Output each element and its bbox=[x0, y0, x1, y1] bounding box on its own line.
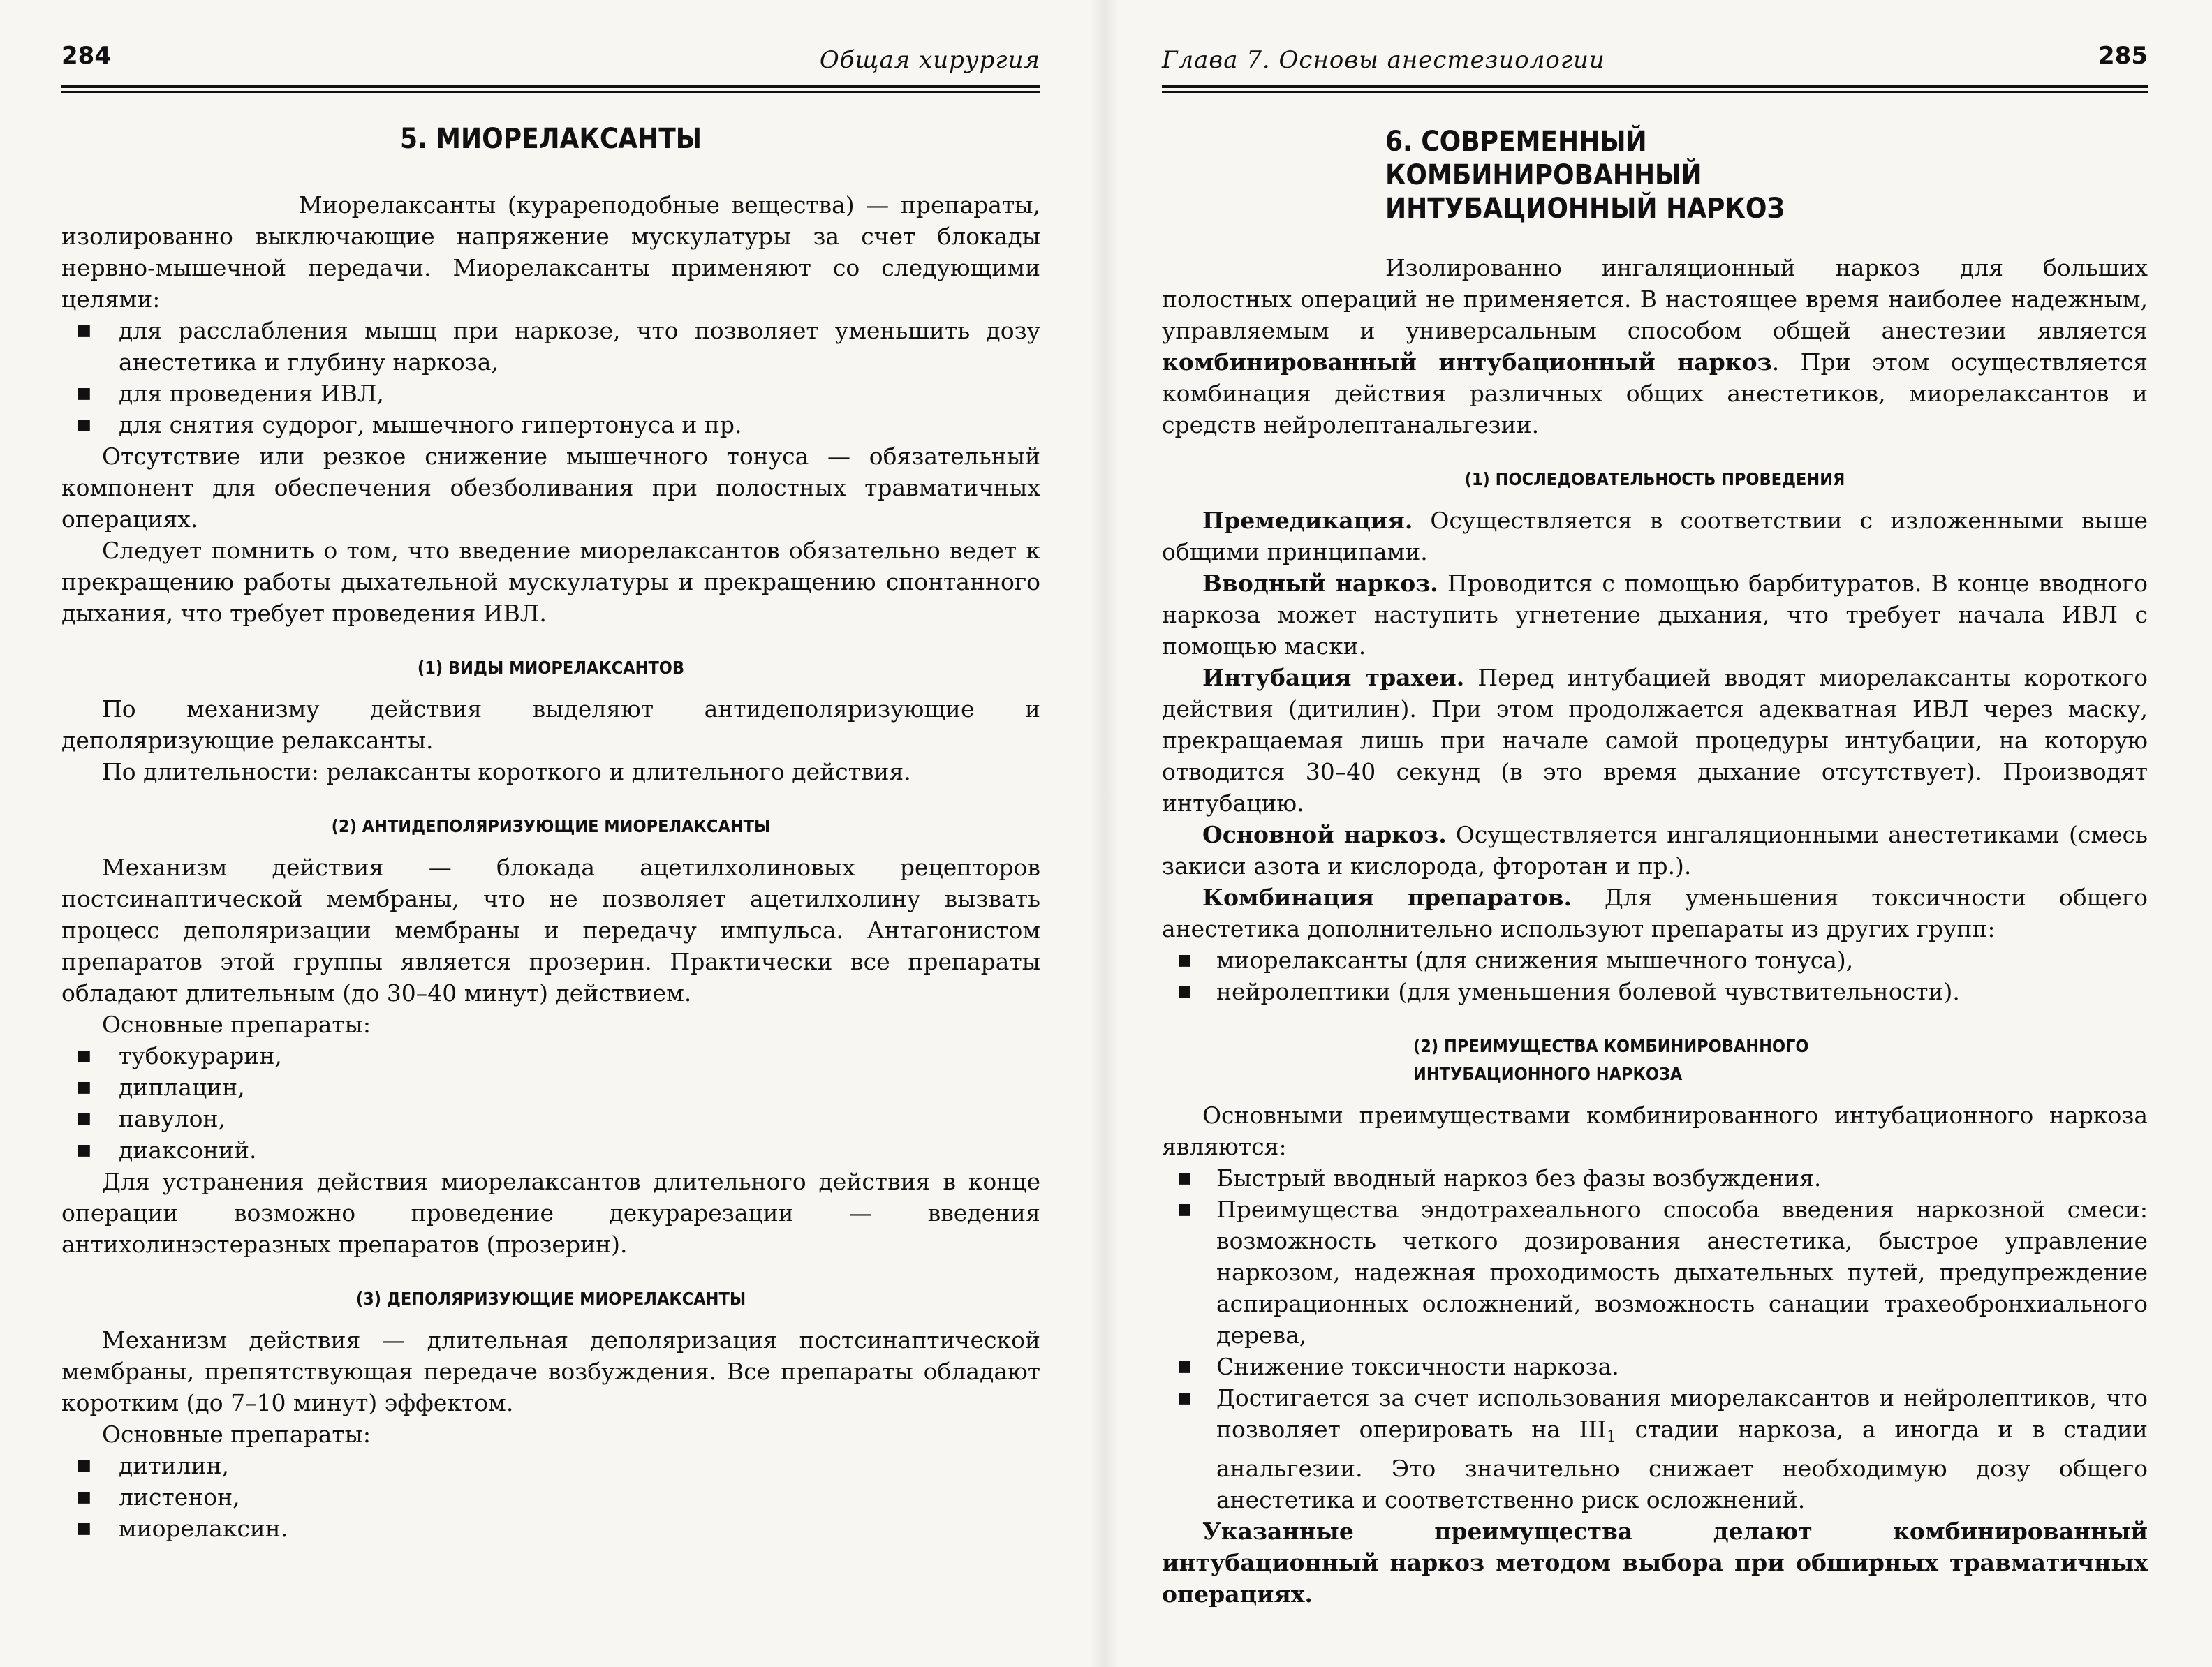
page-number: 285 bbox=[2098, 42, 2148, 70]
paragraph: По механизму действия выделяют антидеполяризующие и деполяризующие релаксанты. bbox=[61, 695, 1040, 754]
drugs-list bbox=[61, 1040, 1040, 1166]
section-heading: (3) ДЕПОЛЯРИЗУЮЩИЕ МИОРЕЛАКСАНТЫ bbox=[355, 1289, 746, 1309]
chapter-title-line: ИНТУБАЦИОННЫЙ НАРКОЗ bbox=[1385, 193, 1785, 225]
chapter-title-line: КОМБИНИРОВАННЫЙ bbox=[1385, 159, 1702, 191]
list-item-text: Снижение токсичности наркоза. bbox=[1216, 1353, 1619, 1380]
section-heading bbox=[1413, 1032, 2148, 1088]
paragraph: По длительности: релаксанты короткого и длительного действия. bbox=[102, 758, 911, 785]
paragraph: Основные препараты: bbox=[102, 1421, 371, 1448]
bullet-icon: ■ bbox=[1177, 983, 1192, 1000]
list-item-text: для проведения ИВЛ, bbox=[119, 380, 384, 407]
list-item-text: дитилин, bbox=[119, 1452, 230, 1479]
header-rule bbox=[1162, 85, 2148, 88]
list-item-text: листенон, bbox=[119, 1483, 240, 1511]
list-item bbox=[61, 315, 1040, 378]
list-item-text: тубокурарин, bbox=[119, 1042, 282, 1069]
list-item bbox=[61, 1450, 1040, 1481]
bullet-icon: ■ bbox=[77, 322, 91, 339]
list-item bbox=[1162, 944, 2148, 976]
bullet-icon: ■ bbox=[77, 1457, 91, 1474]
list-item-text: нейролептики (для уменьшения болевой чувствительности). bbox=[1216, 978, 1960, 1005]
bullet-icon: ■ bbox=[1177, 1358, 1192, 1375]
section-heading-line: ИНТУБАЦИОННОГО НАРКОЗА bbox=[1413, 1064, 1683, 1084]
bullet-icon: ■ bbox=[77, 1047, 91, 1065]
section-heading: (1) ПОСЛЕДОВАТЕЛЬНОСТЬ ПРОВЕДЕНИЯ bbox=[1464, 469, 1845, 489]
step-term: Интубация трахеи. bbox=[1202, 664, 1465, 691]
paragraph: Основными преимуществами комбинированного интубационного наркоза являются: bbox=[1162, 1102, 2148, 1160]
chapter-title bbox=[1385, 125, 2148, 225]
section-heading: (2) АНТИДЕПОЛЯРИЗУЮЩИЕ МИОРЕЛАКСАНТЫ bbox=[331, 816, 771, 836]
bullet-icon: ■ bbox=[77, 1520, 91, 1537]
bullet-icon: ■ bbox=[1177, 1169, 1192, 1187]
step-text: Осуществляется в соответствии с изложенными выше общими принципами. bbox=[1162, 507, 2148, 565]
running-head: Общая хирургия bbox=[819, 46, 1040, 74]
header-rule-thin bbox=[1162, 91, 2148, 93]
step-text: Перед интубацией вводят миорелаксанты короткого действия (дитилин). При этом продолжается адекватная ИВЛ через маску, прекращаемая лишь при начале самой процедуры интубации, на которую отводится 30–40 секунд (в это время дыхание отсутствует). Производят интубацию. bbox=[1162, 664, 2148, 817]
list-item bbox=[1162, 1382, 2148, 1516]
bullet-icon: ■ bbox=[1177, 951, 1192, 969]
step-paragraph bbox=[1162, 662, 2148, 819]
list-item-text: для расслабления мышц при наркозе, что позволяет уменьшить дозу анестетика и глубину наркоза, bbox=[119, 317, 1040, 376]
bullet-icon: ■ bbox=[1177, 1201, 1192, 1218]
list-item-text: миорелаксанты (для снижения мышечного тонуса), bbox=[1216, 947, 1854, 974]
list-item-text: стадии наркоза, а иногда и в стадии анальгезии. Это значительно снижает необходимую дозу общего анестетика и соответственно риск осложнений. bbox=[1216, 1416, 2148, 1513]
bullet-icon: ■ bbox=[77, 1110, 91, 1127]
intro-bold-term: комбинированный интубационный наркоз bbox=[1162, 348, 1772, 376]
goals-list bbox=[61, 315, 1040, 440]
drugs-list bbox=[61, 1450, 1040, 1544]
paragraph: Основные препараты: bbox=[102, 1011, 371, 1038]
header-rule bbox=[61, 85, 1040, 88]
bullet-icon: ■ bbox=[77, 416, 91, 434]
subscript: 1 bbox=[1606, 1428, 1616, 1446]
list-item bbox=[61, 1072, 1040, 1103]
list-item-text: Быстрый вводный наркоз без фазы возбуждения. bbox=[1216, 1164, 1822, 1192]
list-item bbox=[61, 1103, 1040, 1134]
section-heading-line: (2) ПРЕИМУЩЕСТВА КОМБИНИРОВАННОГО bbox=[1413, 1036, 1809, 1056]
list-item bbox=[61, 378, 1040, 409]
paragraph: Механизм действия — длительная деполяризация постсинаптической мембраны, препятствующая передаче возбуждения. Все препараты обладают коротким (до 7–10 минут) эффектом. bbox=[61, 1326, 1040, 1416]
list-item bbox=[1162, 1162, 2148, 1194]
list-item bbox=[1162, 1194, 2148, 1351]
step-paragraph bbox=[1162, 819, 2148, 882]
step-term: Вводный наркоз. bbox=[1202, 570, 1438, 597]
step-text: Проводится с помощью барбитуратов. В конце вводного наркоза может наступить угнетение дыхания, что требует начала ИВЛ с помощью маски. bbox=[1162, 570, 2148, 660]
conclusion-paragraph: Указанные преимущества делают комбинированный интубационный наркоз методом выбора при обширных травматичных операциях. bbox=[1162, 1518, 2148, 1608]
advantages-list bbox=[1162, 1162, 2148, 1516]
intro-text: . При этом осуществляется комбинация действия различных общих анестетиков, миорелаксантов и средств нейролептанальгезии. bbox=[1162, 348, 2148, 438]
left-page bbox=[61, 42, 1040, 1544]
list-item bbox=[1162, 976, 2148, 1007]
paragraph: Следует помнить о том, что введение миорелаксантов обязательно ведет к прекращению работы дыхательной мускулатуры и прекращению спонтанного дыхания, что требует проведения ИВЛ. bbox=[61, 537, 1040, 627]
section-heading: (1) ВИДЫ МИОРЕЛАКСАНТОВ bbox=[417, 658, 685, 678]
step-text: Осуществляется ингаляционными анестетиками (смесь закиси азота и кислорода, фторотан и пр.). bbox=[1162, 821, 2148, 880]
intro-paragraph: Миорелаксанты (курареподобные вещества) — препараты, изолированно выключающие напряжение мускулатуры за счет блокады нервно-мышечной передачи. Миорелаксанты применяют со следующими целями: bbox=[61, 191, 1040, 313]
paragraph: Для устранения действия миорелаксантов длительного действия в конце операции возможно проведение декурарезации — введения антихолинэстеразных препаратов (прозерин). bbox=[61, 1168, 1040, 1258]
list-item-text: миорелаксин. bbox=[119, 1515, 288, 1542]
bullet-icon: ■ bbox=[77, 1141, 91, 1159]
paragraph: Отсутствие или резкое снижение мышечного тонуса — обязательный компонент для обеспечения обезболивания при полостных травматичных операциях. bbox=[61, 443, 1040, 533]
list-item bbox=[1162, 1351, 2148, 1382]
bullet-icon: ■ bbox=[77, 1488, 91, 1506]
running-head: Глава 7. Основы анестезиологии bbox=[1162, 46, 1605, 74]
list-item-text: диплацин, bbox=[119, 1074, 245, 1101]
list-item bbox=[61, 1040, 1040, 1072]
page-number: 284 bbox=[61, 42, 111, 70]
bullet-icon: ■ bbox=[77, 1079, 91, 1096]
paragraph: Механизм действия — блокада ацетилхолиновых рецепторов постсинаптической мембраны, что не позволяет ацетилхолину вызвать процесс деполяризации мембраны и передачу импульса. Антагонистом препаратов этой группы является прозерин. Практически все препараты обладают длительным (до 30–40 минут) действием. bbox=[61, 854, 1040, 1007]
list-item bbox=[61, 1134, 1040, 1166]
header-rule-thin bbox=[61, 91, 1040, 93]
chapter-title: 5. МИОРЕЛАКСАНТЫ bbox=[399, 123, 702, 155]
list-item bbox=[61, 1481, 1040, 1513]
list-item-text: диаксоний. bbox=[119, 1136, 257, 1164]
step-paragraph bbox=[1162, 568, 2148, 662]
step-text: Для уменьшения токсичности общего анестетика дополнительно используют препараты из других групп: bbox=[1162, 884, 2148, 942]
bullet-icon: ■ bbox=[1177, 1389, 1192, 1407]
step-term: Премедикация. bbox=[1202, 507, 1413, 534]
chapter-title-line: 6. СОВРЕМЕННЫЙ bbox=[1385, 126, 1647, 158]
right-page bbox=[1162, 42, 2148, 1610]
list-item-text: Достигается за счет использования миорелаксантов и нейролептиков, что позволяет оперировать на III bbox=[1216, 1384, 2148, 1443]
page-gutter bbox=[1089, 0, 1120, 1667]
right-header bbox=[1162, 42, 2148, 85]
step-term: Комбинация препаратов. bbox=[1202, 884, 1572, 911]
list-item bbox=[61, 1513, 1040, 1544]
list-item bbox=[61, 409, 1040, 440]
intro-paragraph bbox=[1162, 252, 2148, 440]
combo-list bbox=[1162, 944, 2148, 1007]
list-item-text: Преимущества эндотрахеального способа введения наркозной смеси: возможность четкого дозирования анестетика, быстрое управление наркозом, надежная проходимость дыхательных путей, предупреждение аспирационных осложнений, возможность санации трахеобронхиального дерева, bbox=[1216, 1196, 2148, 1349]
left-header bbox=[61, 42, 1040, 85]
intro-text: Изолированно ингаляционный наркоз для больших полостных операций не применяется. В настоящее время наиболее надежным, управляемым и универсальным способом общей анестезии является bbox=[1162, 254, 2148, 344]
list-item-text: для снятия судорог, мышечного гипертонуса и пр. bbox=[119, 411, 742, 438]
list-item-text: павулон, bbox=[119, 1105, 226, 1132]
bullet-icon: ■ bbox=[77, 385, 91, 402]
step-term: Основной наркоз. bbox=[1202, 821, 1447, 848]
step-paragraph bbox=[1162, 882, 2148, 944]
step-paragraph bbox=[1162, 505, 2148, 568]
